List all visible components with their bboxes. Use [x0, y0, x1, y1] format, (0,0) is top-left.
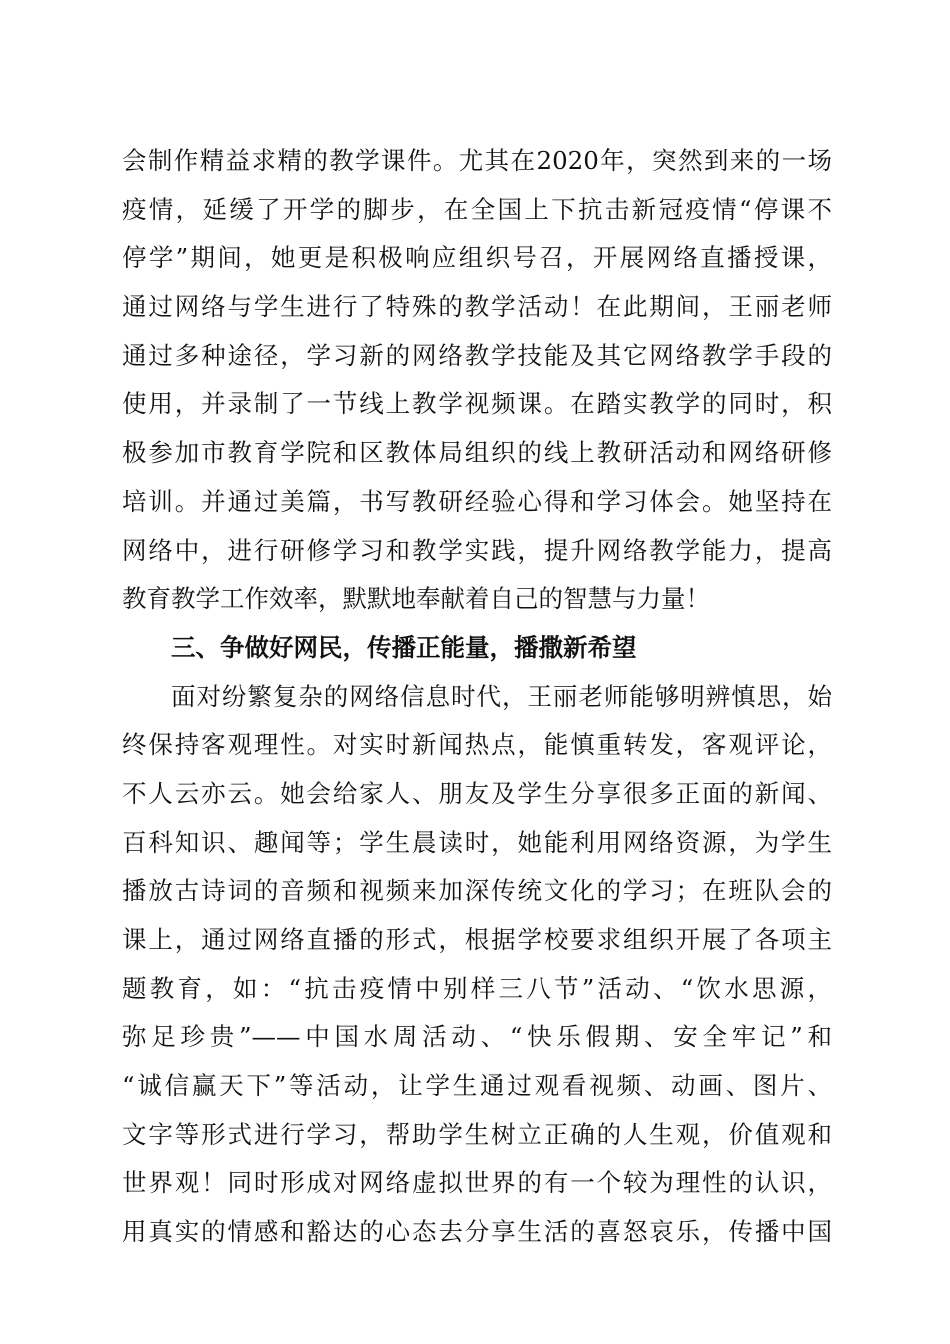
text-line: 极参加市教育学院和区教体局组织的线上教研活动和网络研修: [122, 438, 832, 468]
text-line: 播放古诗词的音频和视频来加深传统文化的学习；在班队会的: [122, 876, 832, 906]
text-line: 用真实的情感和豁达的心态去分享生活的喜怒哀乐，传播中国: [122, 1217, 832, 1247]
text-line: 文字等形式进行学习，帮助学生树立正确的人生观，价值观和: [122, 1119, 832, 1149]
text-line: 疫情，延缓了开学的脚步，在全国上下抗击新冠疫情“停课不: [122, 194, 832, 224]
paragraph-good-netizen: [122, 673, 832, 1257]
text-line: 会制作精益求精的教学课件。尤其在2020年，突然到来的一场: [122, 146, 832, 175]
text-line: 培训。并通过美篇，书写教研经验心得和学习体会。她坚持在: [122, 486, 832, 516]
text-line: 使用，并录制了一节线上教学视频课。在踏实教学的同时，积: [122, 389, 832, 419]
text-line: 通过网络与学生进行了特殊的教学活动！在此期间，王丽老师: [122, 292, 832, 322]
text-line: 不人云亦云。她会给家人、朋友及学生分享很多正面的新闻、: [122, 778, 832, 808]
text-line: 世界观！同时形成对网络虚拟世界的有一个较为理性的认识，: [122, 1168, 832, 1198]
text-line: 弥足珍贵”——中国水周活动、“快乐假期、安全牢记”和: [122, 1022, 832, 1052]
text-line: “诚信赢天下”等活动，让学生通过观看视频、动画、图片、: [122, 1071, 832, 1101]
paragraph-online-teaching: [122, 137, 832, 624]
text-line: 课上，通过网络直播的形式，根据学校要求组织开展了各项主: [122, 925, 832, 954]
text-line: 通过多种途径，学习新的网络教学技能及其它网络教学手段的: [122, 340, 832, 370]
text-line: 题教育，如：“抗击疫情中别样三八节”活动、“饮水思源，: [122, 973, 832, 1003]
body-text: [122, 137, 832, 1257]
section-heading: 三、争做好网民，传播正能量，播撒新希望: [171, 632, 637, 662]
text-line: 教育教学工作效率，默默地奉献着自己的智慧与力量！: [122, 584, 710, 614]
text-line: 停学”期间，她更是积极响应组织号召，开展网络直播授课，: [122, 243, 832, 273]
text-line: 终保持客观理性。对实时新闻热点，能慎重转发，客观评论，: [122, 730, 832, 760]
text-line: 面对纷繁复杂的网络信息时代，王丽老师能够明辨慎思，始: [171, 681, 832, 711]
text-line: 网络中，进行研修学习和教学实践，提升网络教学能力，提高: [122, 535, 832, 565]
text-line: 百科知识、趣闻等；学生晨读时，她能利用网络资源，为学生: [122, 827, 832, 857]
